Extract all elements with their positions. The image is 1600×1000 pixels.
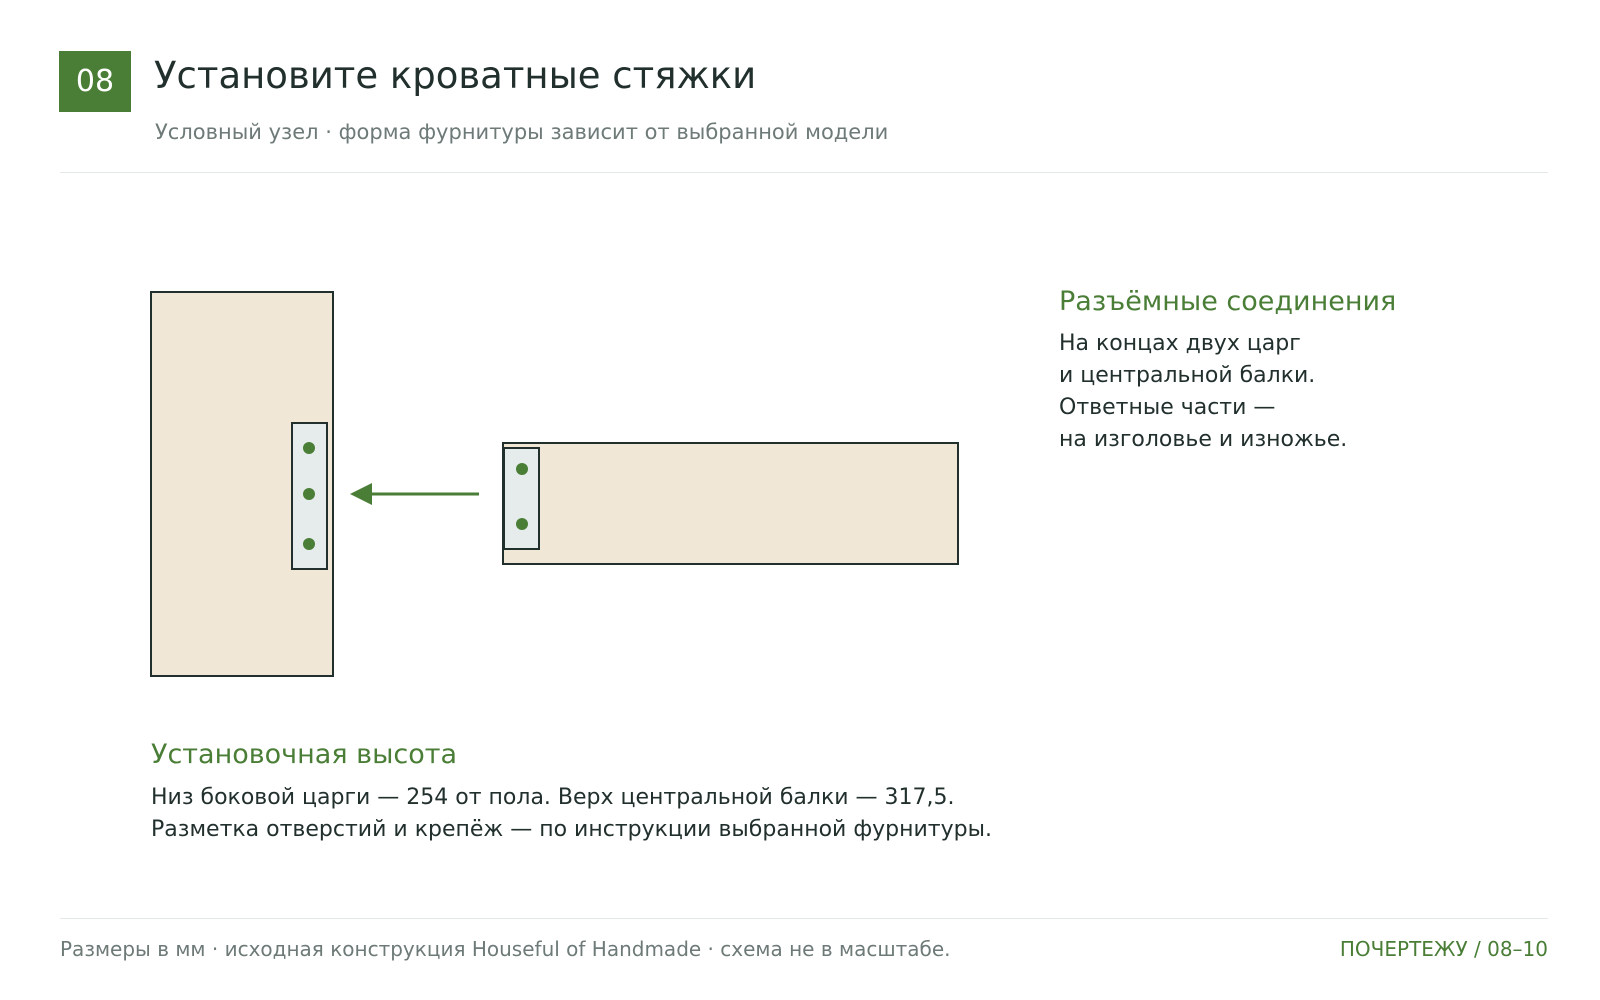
connectors-line: на изголовье и изножье. [1059, 427, 1348, 452]
connectors-line: и центральной балки. [1059, 363, 1316, 388]
mounting-height-line: Низ боковой царги — 254 от пола. Верх центральной балки — 317,5. [151, 785, 955, 810]
connectors-line: На концах двух царг [1059, 331, 1301, 356]
page-title: Установите кроватные стяжки [154, 54, 757, 97]
connectors-line: Ответные части — [1059, 395, 1276, 420]
hook-pin [516, 463, 528, 475]
mounting-height-heading: Установочная высота [151, 739, 458, 770]
page-subtitle: Условный узел · форма фурнитуры зависит от выбранной модели [155, 120, 889, 144]
connectors-heading: Разъёмные соединения [1059, 286, 1397, 317]
bracket-pin [303, 488, 315, 500]
mounting-height-note [151, 782, 992, 846]
center-beam [503, 443, 958, 564]
footer-note: Размеры в мм · исходная конструкция Houseful of Handmade · схема не в масштабе. [60, 937, 951, 961]
hook-pin [516, 518, 528, 530]
bracket-pin [303, 538, 315, 550]
mounting-height-line: Разметка отверстий и крепёж — по инструкции выбранной фурнитуры. [151, 817, 992, 842]
insert-arrow-head [350, 483, 372, 505]
drawing-reference: ПОЧЕРТЕЖУ / 08–10 [1339, 937, 1548, 961]
bracket-pin [303, 442, 315, 454]
footer-divider [60, 918, 1548, 919]
connectors-note [1059, 328, 1347, 456]
step-number-badge: 08 [59, 51, 131, 112]
